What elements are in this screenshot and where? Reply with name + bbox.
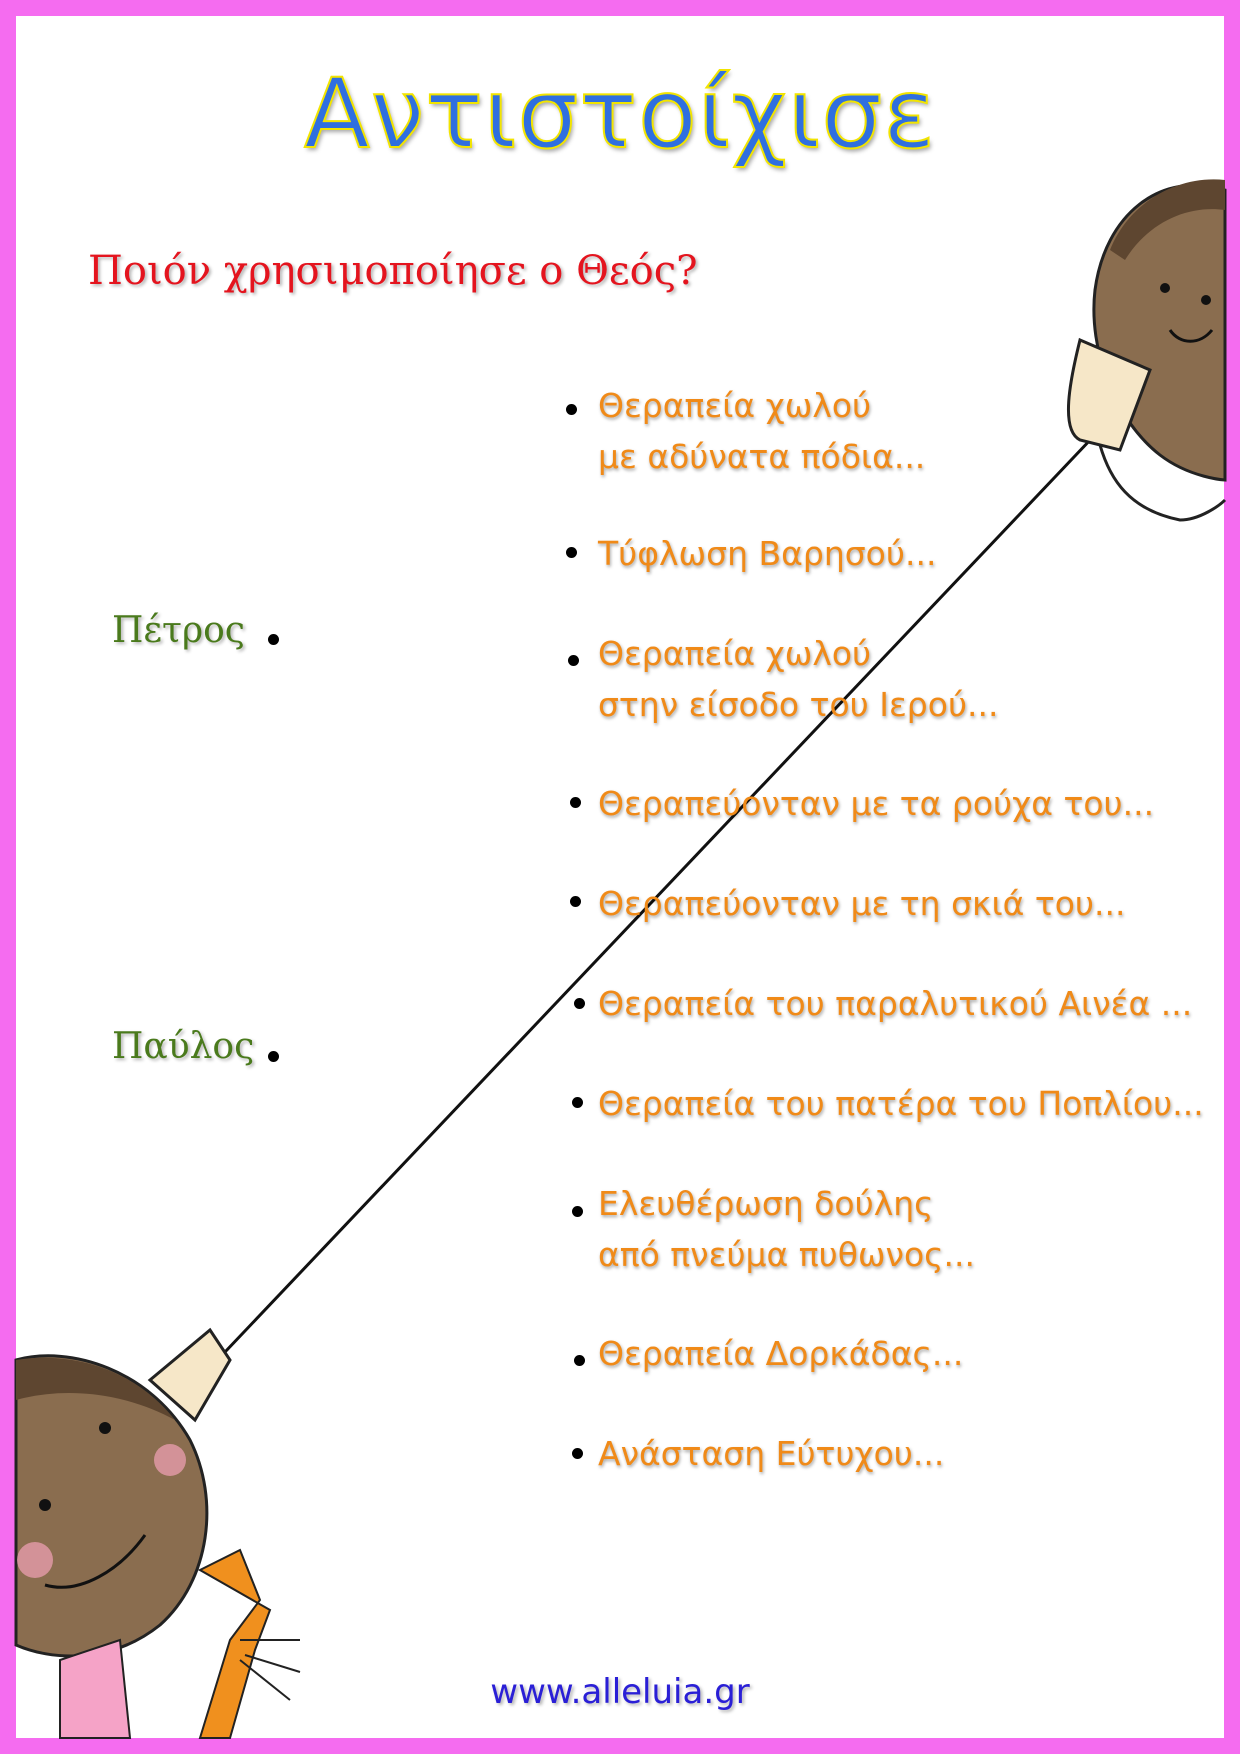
right-item-9-line-1: Θεραπεία Δορκάδας...: [598, 1334, 964, 1373]
right-item-10-line-1: Ανάσταση Εύτυχου...: [598, 1434, 945, 1473]
right-item-8-line-2: από πνεύμα πυθωνος...: [598, 1235, 976, 1274]
right-item-6-line-1: Θεραπεία του παραλυτικού Αινέα ...: [598, 984, 1193, 1023]
match-dot-right-5[interactable]: [570, 896, 581, 907]
right-item-5-line-1: Θεραπεύονταν με τη σκιά του...: [598, 884, 1126, 923]
right-item-1: [598, 380, 925, 482]
match-dot-right-1[interactable]: [566, 404, 577, 415]
match-dot-left-2[interactable]: [268, 1051, 279, 1062]
right-item-1-line-1: Θεραπεία χωλού: [598, 386, 872, 425]
left-item-petros: Πέτρος: [112, 610, 245, 651]
right-item-7-line-1: Θεραπεία του πατέρα του Ποπλίου...: [598, 1084, 1204, 1123]
right-item-3-line-1: Θεραπεία χωλού: [598, 634, 872, 673]
right-item-9: [598, 1328, 963, 1379]
right-item-3: [598, 628, 999, 730]
top-right-kid-icon: [1068, 179, 1225, 520]
right-item-2-line-1: Τύφλωση Βαρησού...: [598, 534, 937, 573]
website-link[interactable]: www.alleluia.gr: [490, 1672, 750, 1712]
match-dot-right-2[interactable]: [566, 547, 577, 558]
right-item-8-line-1: Ελευθέρωση δούλης: [598, 1184, 934, 1223]
right-item-1-line-2: με αδύνατα πόδια...: [598, 437, 926, 476]
right-item-4: [598, 778, 1154, 829]
match-dot-right-10[interactable]: [572, 1448, 583, 1459]
match-dot-left-1[interactable]: [268, 634, 279, 645]
match-dot-right-9[interactable]: [574, 1355, 585, 1366]
match-dot-right-6[interactable]: [574, 998, 585, 1009]
right-item-2: [598, 528, 936, 579]
right-item-10: [598, 1428, 944, 1479]
right-item-4-line-1: Θεραπεύονταν με τα ρούχα του...: [598, 784, 1155, 823]
right-item-8: [598, 1178, 975, 1280]
right-item-3-line-2: στην είσοδο του Ιερού...: [598, 685, 999, 724]
match-dot-right-4[interactable]: [570, 797, 581, 808]
right-item-7: [598, 1078, 1204, 1129]
match-dot-right-3[interactable]: [568, 655, 579, 666]
match-dot-right-8[interactable]: [572, 1206, 583, 1217]
match-dot-right-7[interactable]: [572, 1097, 583, 1108]
left-item-pavlos: Παύλος: [112, 1026, 255, 1067]
right-item-5: [598, 878, 1125, 929]
right-item-6: [598, 978, 1192, 1029]
question-heading: Ποιόν χρησιμοποίησε ο Θεός?: [88, 248, 698, 294]
page-title: Αντιστοίχισε: [303, 58, 937, 170]
